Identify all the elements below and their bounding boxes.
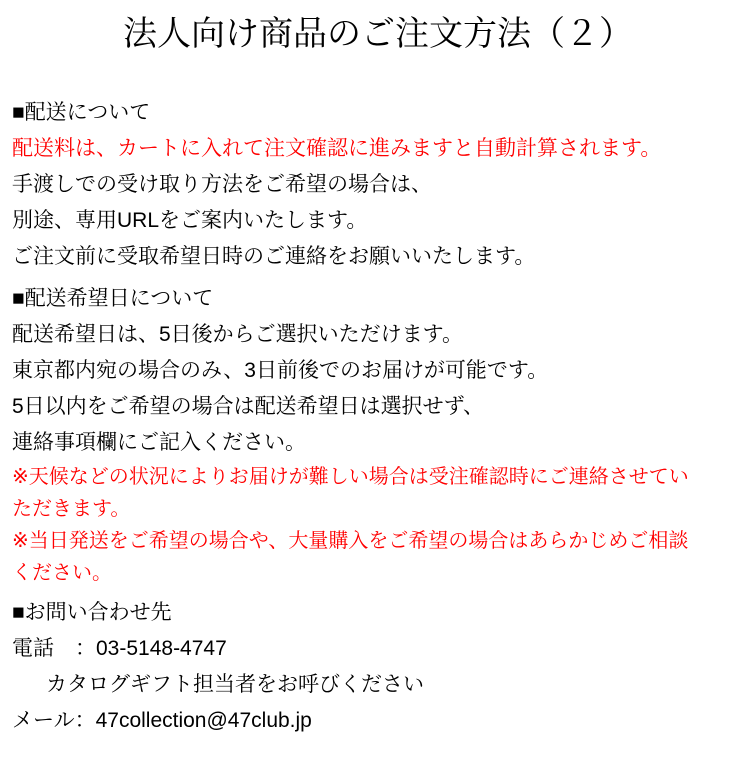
- section-line: 配送料は、カートに入れて注文確認に進みますと自動計算されます。: [12, 136, 662, 160]
- contact-email: メール：47collection@47club.jp: [12, 708, 312, 732]
- section-shipping: [12, 95, 744, 275]
- section-note-line: ください。: [12, 561, 112, 584]
- section-line: 別途、専用URLをご案内いたします。: [12, 208, 368, 232]
- section-line: 東京都内宛の場合のみ、3日前後でのお届けが可能です。: [12, 358, 549, 382]
- contact-phone-note: カタログギフト担当者をお呼びください: [46, 672, 424, 696]
- section-line: 5日以内をご希望の場合は配送希望日は選択せず、: [12, 394, 484, 418]
- section-line: 配送希望日は、5日後からご選択いただけます。: [12, 322, 463, 346]
- section-note-line: ただきます。: [12, 497, 131, 520]
- section-note-line: ※天候などの状況によりお届けが難しい場合は受注確認時にご連絡させてい: [12, 465, 689, 488]
- section-heading: ■お問い合わせ先: [12, 600, 172, 624]
- section-heading: ■配送希望日について: [12, 286, 214, 310]
- document-page: [0, 14, 756, 770]
- section-line: 連絡事項欄にご記入ください。: [12, 430, 306, 454]
- section-preferred-date: [12, 281, 744, 589]
- page-title: 法人向け商品のご注文方法（２）: [123, 15, 633, 53]
- section-note-line: ※当日発送をご希望の場合や、大量購入をご希望の場合はあらかじめご相談: [12, 529, 689, 552]
- section-line: ご注文前に受取希望日時のご連絡をお願いいたします。: [12, 244, 536, 268]
- contact-phone: 電話 ：03-5148-4747: [12, 636, 227, 660]
- section-heading: ■配送について: [12, 100, 151, 124]
- document-body: [0, 95, 756, 739]
- section-contact: [12, 595, 744, 739]
- section-line: 手渡しでの受け取り方法をご希望の場合は、: [12, 172, 432, 196]
